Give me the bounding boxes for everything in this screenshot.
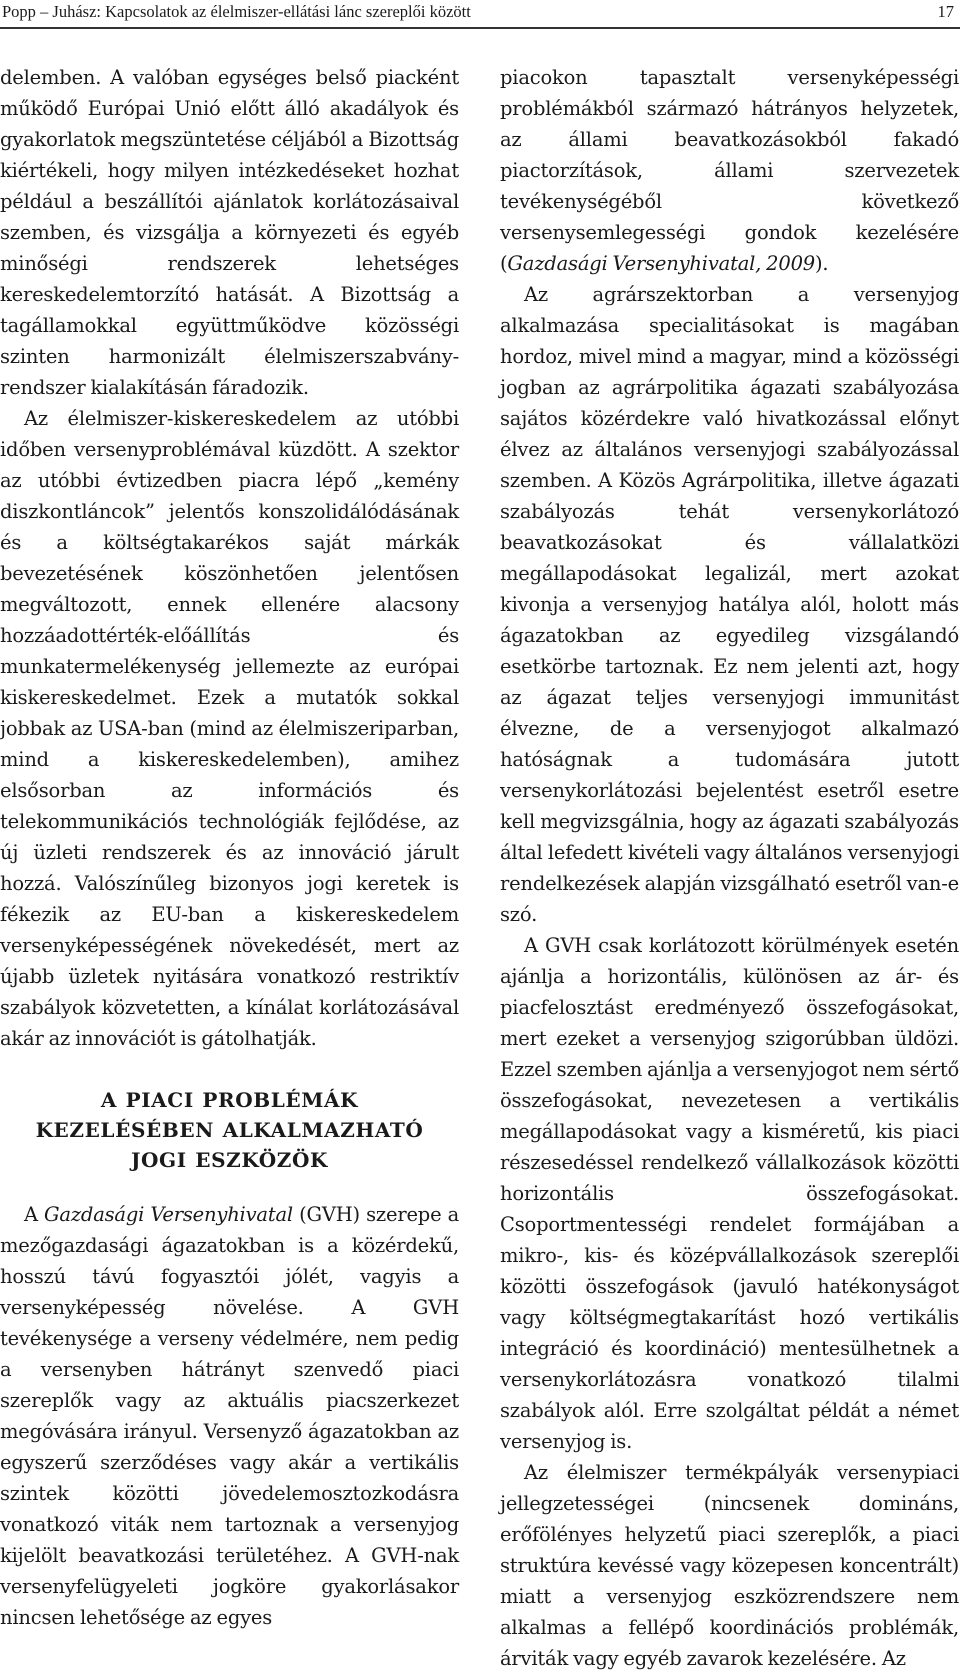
paragraph: Az agrárszektorban a versenyjog alkalmazása specialitásokat is magában hordoz, mivel mind a magyar, mind a közösségi jogban az agrárpolitika ágazati szabályozása sajátos közérdekre való hivatkozással előnyt élvez az általános versenyjogi szabályozással szemben. A Közös Agrárpolitika, illetve ágazati szabályozás tehát versenykorlátozó beavatkozásokat és vállalatközi megállapodásokat legalizál, mert azokat kivonja a versenyjog hatálya alól, holott más ágazatokban az egyedileg vizsgálandó esetkörbe tartoznak. Ez nem jelenti azt, hogy az ágazat teljes versenyjogi immunitást élvezne, de a versenyjogot alkalmazó hatóságnak a tudomására jutott versenykorlátozási bejelentést esetről esetre kell megvizsgálnia, hogy az ágazati szabályozás által lefedett kivételi vagy általános versenyjogi rendelkezések alapján vizsgálható esetről van-e szó. [500,283,959,926]
running-title: Popp – Juhász: Kapcsolatok az élelmiszer-ellátási lánc szereplői között [2,2,471,21]
page-number: 17 [937,2,954,21]
left-column [0,62,459,1633]
text-run: ). [815,252,829,275]
paragraph: A GVH csak korlátozott körülmények esetén ajánlja a horizontális, különösen az ár- és piacfelosztást eredményező összefogásokat, mert ezeket a versenyjog szigorúbban üldözi. Ezzel szemben ajánlja a versenyjogot nem sértő összefogásokat, nevezetesen a vertikális megállapodásokat vagy a kisméretű, kis piaci részesedéssel rendelkező vállalkozások közötti horizontális összefogásokat. Csoportmentességi rendelet formájában a mikro-, kis- és középvállalkozások szereplői közötti összefogások (javuló hatékonyságot vagy költségmegtakarítást hozó vertikális integráció és koordináció) mentesülhetnek a versenykorlátozásra vonatkozó tilalmi szabályok alól. Erre szolgáltat példát a német versenyjog is. [500,934,959,1453]
text-run: A [24,1203,45,1226]
section-heading [0,1085,459,1175]
paragraph: Az élelmiszer termékpályák versenypiaci jellegzetességei (nincsenek domináns, erőfölényes helyzetű piaci szereplők, a piaci struktúra kevéssé vagy közepesen koncentrált) miatt a versenyjog eszközrendszere nem alkalmas a fellépő koordinációs problémák, árviták vagy egyéb zavarok kezelésére. Az [500,1461,959,1670]
heading-line: JOGI ESZKÖZÖK [130,1148,329,1172]
paragraph: delemben. A valóban egységes belső piacként működő Európai Unió előtt álló akadályok és gyakorlatok megszüntetése céljából a Bizottság kiértékeli, hogy milyen intézkedéseket hozhat például a beszállítói ajánlatok korlátozásaival szemben, és vizsgálja a környezeti és egyéb minőségi rendszerek lehetséges kereskedelemtorzító hatását. A Bizottság a tagállamokkal együttműködve közösségi szinten harmonizált élelmiszerszabvány-rendszer kialakításán fáradozik. [0,66,459,399]
running-header [0,0,960,28]
right-column [500,62,959,1674]
paragraph [500,62,959,279]
text-run: piacokon tapasztalt versenyképességi problémákból származó hátrányos helyzetek, az állami beavatkozásokból fakadó piactorzítások, állami szervezetek tevékenységéből következő versenysemlegességi gondok kezelésére ( [500,66,959,275]
heading-line: KEZELÉSÉBEN ALKALMAZHATÓ [35,1118,424,1142]
paragraph: Az élelmiszer-kiskereskedelem az utóbbi időben versenyproblémával küzdött. A szektor az utóbbi évtizedben piacra lépő „kemény diszkontláncok” jelentős konszolidálódásának és a költségtakarékos saját márkák bevezetésének köszönhetően jelentősen megváltozott, ennek ellenére alacsony hozzáadottérték-előállítás és munkatermelékenység jellemezte az európai kiskereskedelmet. Ezek a mutatók sokkal jobbak az USA-ban (mind az élelmiszeriparban, mind a kiskereskedelemben), amihez elsősorban az információs és telekommunikációs technológiák fejlődése, az új üzleti rendszerek és az innováció járult hozzá. Valószínűleg bizonyos jogi keretek is fékezik az EU-ban a kiskereskedelem versenyképességének növekedését, mert az újabb üzletek nyitására vonatkozó restriktív szabályok közvetetten, a kínálat korlátozásával akár az innovációt is gátolhatják. [0,407,459,1050]
text-run: (GVH) szerepe a mezőgazdasági ágazatokban is a közérdekű, hosszú távú fogyasztói jólét, vagyis a versenyképesség növelése. A GVH tevékenysége a verseny védelmére, nem pedig a versenyben hátrányt szenvedő piaci szereplők vagy az aktuális piacszerkezet megóvására irányul. Versenyző ágazatokban az egyszerű szerződéses vagy akár a vertikális szintek közötti jövedelemosztozkodásra vonatkozó viták nem tartoznak a versenyjog kijelölt beavatkozási területéhez. A GVH-nak versenyfelügyeleti jogköre gyakorlásakor nincsen lehetősége az egyes [0,1203,459,1629]
paragraph [0,1199,459,1633]
header-rule [0,27,960,29]
italic-citation: Gazdasági Versenyhivatal, 2009 [507,252,815,275]
heading-line: A PIACI PROBLÉMÁK [100,1088,359,1112]
italic-organization-name: Gazdasági Versenyhivatal [44,1203,293,1226]
